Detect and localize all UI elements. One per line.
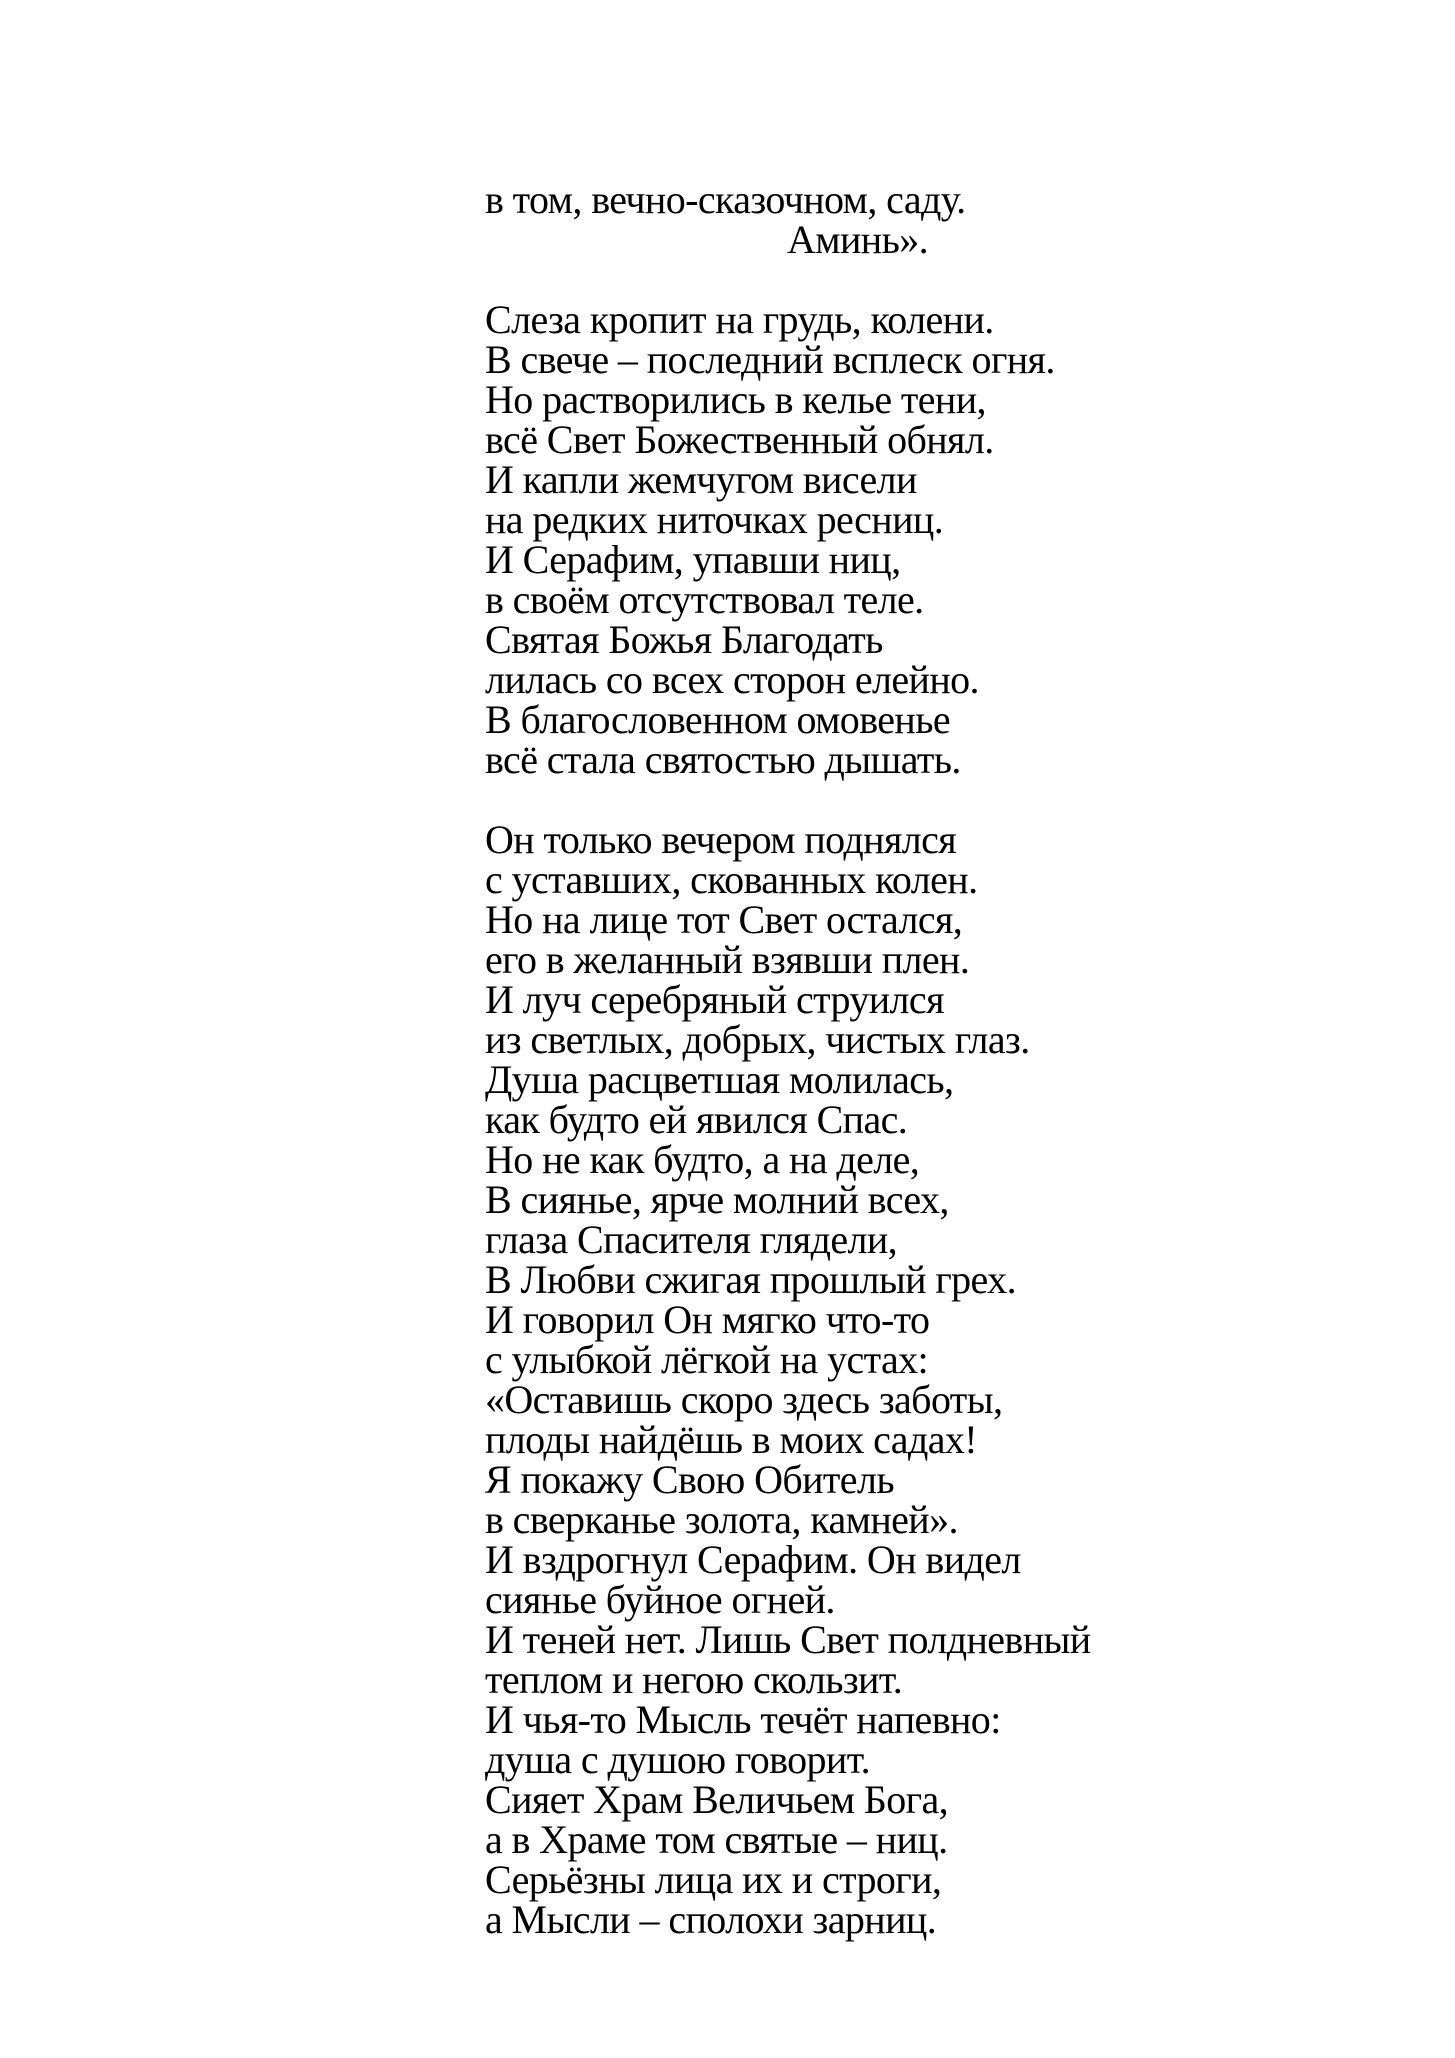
poem-line: Но на лице тот Свет остался, bbox=[485, 897, 963, 942]
poem-line: И вздрогнул Серафим. Он видел bbox=[485, 1537, 1021, 1582]
poem-line: а в Храме том святые – ниц. bbox=[485, 1817, 948, 1862]
poem-line: с улыбкой лёгкой на устах: bbox=[485, 1337, 929, 1382]
poem-line: В свече – последний всплеск огня. bbox=[485, 337, 1055, 382]
poem-line: как будто ей явился Спас. bbox=[485, 1097, 908, 1142]
poem-line: лилась со всех сторон елейно. bbox=[485, 657, 979, 702]
poem-line: всё стала святостью дышать. bbox=[485, 737, 961, 782]
poem-line: теплом и негою скользит. bbox=[485, 1657, 903, 1702]
poem-line: Сияет Храм Величьем Бога, bbox=[485, 1777, 949, 1822]
poem-line: Душа расцветшая молилась, bbox=[485, 1057, 954, 1102]
stanza bbox=[485, 297, 1091, 782]
poem-line: в своём отсутствовал теле. bbox=[485, 577, 924, 622]
poem-line: в сверканье золота, камней». bbox=[485, 1497, 958, 1542]
poem-line: «Оставишь скоро здесь заботы, bbox=[485, 1377, 1003, 1422]
poem-line: из светлых, добрых, чистых глаз. bbox=[485, 1017, 1030, 1062]
poem-line: плоды найдёшь в моих садах! bbox=[485, 1417, 977, 1462]
stanza bbox=[485, 817, 1091, 1942]
poem-line: И чья-то Мысль течёт напевно: bbox=[485, 1697, 1001, 1742]
poem-line: с уставших, скованных колен. bbox=[485, 857, 978, 902]
poem-line: в том, вечно-сказочном, саду. bbox=[485, 177, 966, 222]
poem-line: его в желанный взявши плен. bbox=[485, 937, 970, 982]
poem-line: И луч серебряный струился bbox=[485, 977, 944, 1022]
poem-line: И капли жемчугом висели bbox=[485, 457, 917, 502]
poem-line: глаза Спасителя глядели, bbox=[485, 1217, 898, 1262]
poem-line: Я покажу Свою Обитель bbox=[485, 1457, 894, 1502]
poem-line: Аминь». bbox=[787, 217, 929, 262]
poem-line: В Любви сжигая прошлый грех. bbox=[485, 1257, 1016, 1302]
stanza bbox=[485, 177, 1091, 262]
poem-line: В сиянье, ярче молний всех, bbox=[485, 1177, 949, 1222]
poem-line: Серьёзны лица их и строги, bbox=[485, 1857, 942, 1902]
poem-line: И говорил Он мягко что-то bbox=[485, 1297, 930, 1342]
poem-line: Святая Божья Благодать bbox=[485, 617, 883, 662]
poem-line: Он только вечером поднялся bbox=[485, 817, 957, 862]
poem-line: на редких ниточках ресниц. bbox=[485, 497, 944, 542]
poem-line: Но растворились в келье тени, bbox=[485, 377, 986, 422]
poem-line: душа с душою говорит. bbox=[485, 1737, 870, 1782]
poem-line: сиянье буйное огней. bbox=[485, 1577, 835, 1622]
poem-line: а Мысли – сполохи зарниц. bbox=[485, 1897, 937, 1942]
poem-line: И теней нет. Лишь Свет полдневный bbox=[485, 1617, 1091, 1662]
poem-line: Слеза кропит на грудь, колени. bbox=[485, 297, 994, 342]
poem-line: всё Свет Божественный обнял. bbox=[485, 417, 994, 462]
poem-line: Но не как будто, а на деле, bbox=[485, 1137, 920, 1182]
poem-line: В благословенном омовенье bbox=[485, 697, 951, 742]
poem-line: И Серафим, упавши ниц, bbox=[485, 537, 901, 582]
poem bbox=[485, 177, 1091, 1980]
